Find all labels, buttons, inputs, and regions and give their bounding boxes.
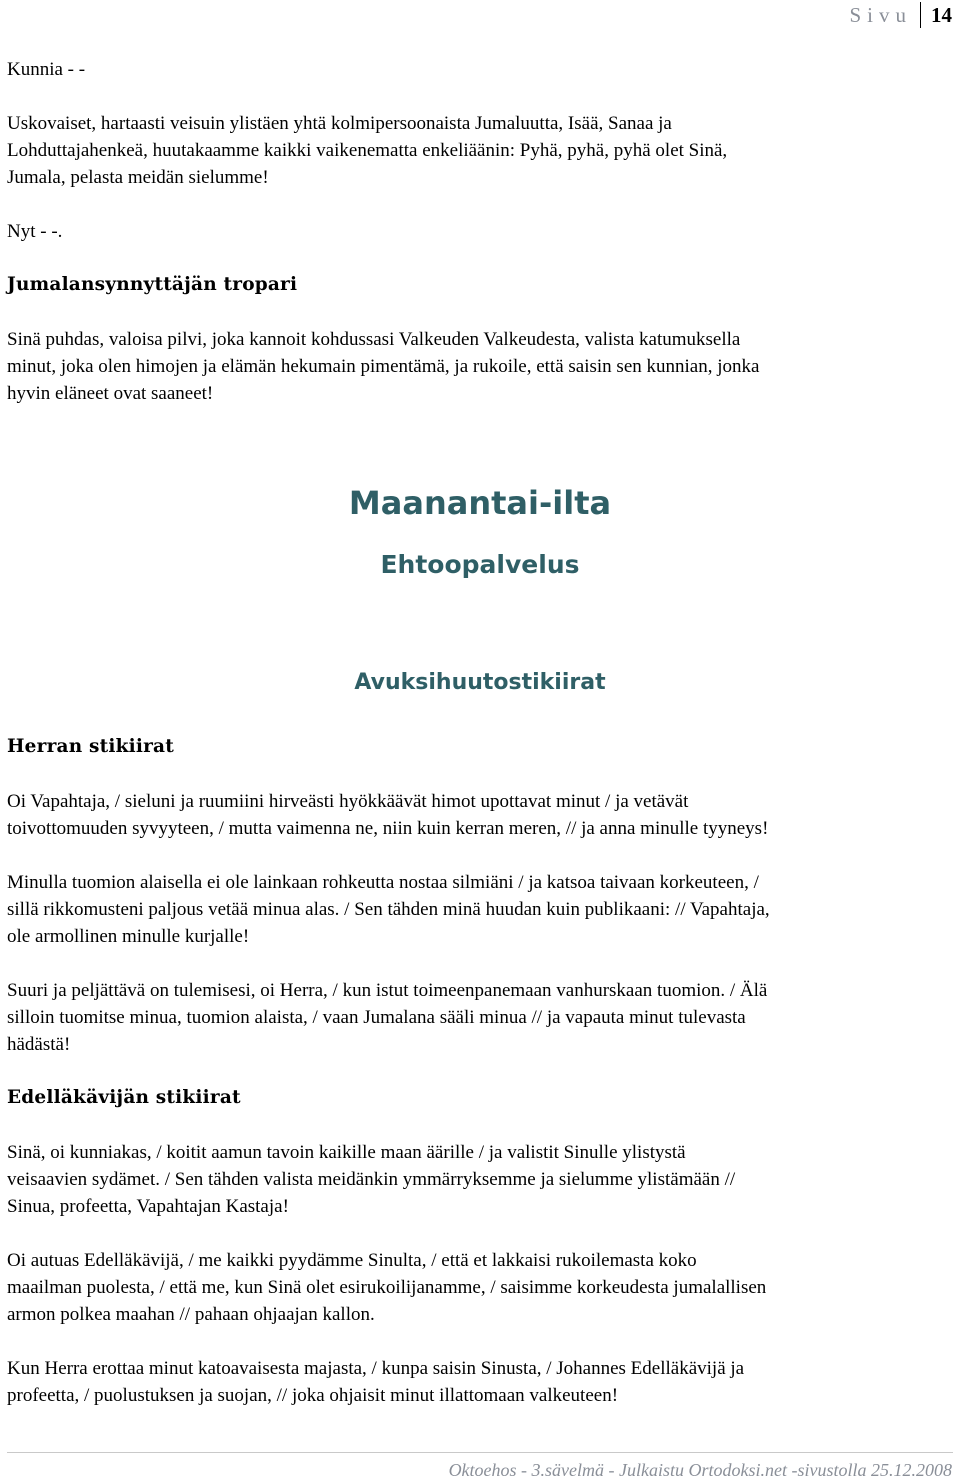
herran-paragraph-3: Suuri ja peljättävä on tulemisesi, oi Herra, / kun istut toimeenpanemaan vanhurskaan tuomion. / Älä silloin tuomitse minua, tuomion alaista, / vaan Jumalana sääli minua // ja vapauta minut tulevasta hädästä! [7, 980, 768, 1055]
edellakavija-paragraph-3: Kun Herra erottaa minut katoavaisesta majasta, / kunpa saisin Sinusta, / Johannes Edelläkävijä ja profeetta, / puolustuksen ja suojan, // joka ohjaisit minut illattomaan valkeuteen! [7, 1358, 745, 1406]
uskovaiset-paragraph: Uskovaiset, hartaasti veisuin ylistäen yhtä kolmipersoonaista Jumaluutta, Isää, Sanaa ja Lohduttajahenkeä, huutakaamme kaikki vaikenematta enkeliäänin: Pyhä, pyhä, pyhä olet Sinä, Jumala, pelasta meidän sielumme! [7, 113, 728, 188]
page-header [849, 0, 952, 30]
edellakavija-paragraph-1: Sinä, oi kunniakas, / koitit aamun tavoin kaikille maan äärille / ja valistit Sinulle ylistystä veisaavien sydämet. / Sen tähden valista meidänkin ymmärryksemme ja sielumme ylistämään // Sinua, profeetta, Vapahtajan Kastaja! [7, 1142, 736, 1217]
page-number: 14 [920, 2, 952, 28]
nyt-line: Nyt - -. [7, 221, 63, 242]
footer-text: Oktoehos - 3.sävelmä - Julkaistu Ortodoksi.net -sivustolla 25.12.2008 [448, 1460, 952, 1480]
herran-paragraph-2: Minulla tuomion alaisella ei ole lainkaan rohkeutta nostaa silmiäni / ja katsoa taivaan korkeuteen, / sillä rikkomusteni paljous vetää minua alas. / Sen tähden minä huudan kuin publikaani: // Vapahtaja, ole armollinen minulle kurjalle! [7, 872, 770, 947]
footer-divider [7, 1452, 953, 1453]
sub-title: Ehtoopalvelus [380, 550, 580, 579]
tropari-heading: Jumalansynnyttäjän tropari [7, 274, 298, 295]
section-title: Avuksihuutostikiirat [354, 670, 606, 695]
kunnia-line: Kunnia - - [7, 59, 86, 80]
page-label: Sivu [849, 2, 912, 27]
main-title: Maanantai-ilta [348, 484, 612, 522]
edellakavija-paragraph-2: Oi autuas Edelläkävijä, / me kaikki pyydämme Sinulta, / että et lakkaisi rukoilemasta koko maailman puolesta, / että me, kun Sinä olet esirukoilijanamme, / saisimme korkeudesta jumalallisen armon polkea maahan // pahaan ohjaajan kallon. [7, 1250, 767, 1325]
herran-paragraph-1: Oi Vapahtaja, / sieluni ja ruumiini hirveästi hyökkäävät himot upottavat minut / ja vetävät toivottomuuden syvyyteen, / mutta vaimenna ne, niin kuin kerran meren, // ja anna minulle tyyneys! [7, 791, 769, 839]
tropari-paragraph: Sinä puhdas, valoisa pilvi, joka kannoit kohdussasi Valkeuden Valkeudesta, valista katumuksella minut, joka olen himojen ja elämän hekumain pimentämä, ja rukoile, että saisin sen kunnian, jonka hyvin eläneet ovat saaneet! [7, 329, 760, 404]
herran-stikiirat-heading: Herran stikiirat [7, 736, 174, 757]
edellakavijan-stikiirat-heading: Edelläkävijän stikiirat [7, 1087, 241, 1108]
